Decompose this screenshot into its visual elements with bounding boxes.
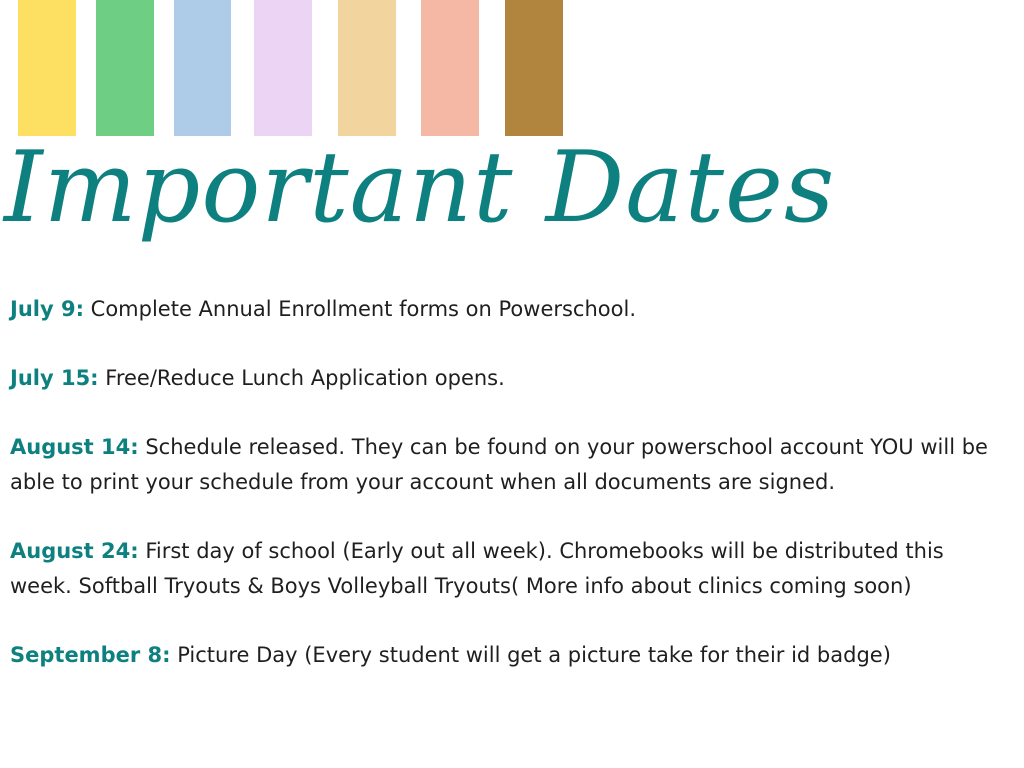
date-entry — [10, 292, 1010, 327]
page-title: Important Dates — [4, 131, 836, 245]
date-entry — [10, 534, 1010, 604]
entry-date: August 14: — [10, 435, 139, 459]
entry-text: First day of school (Early out all week). Chromebooks will be distributed this week. Softball Tryouts & Boys Volleyball Tryouts( More info about clinics coming soon) — [10, 539, 944, 598]
stripe-lavender — [254, 0, 312, 136]
entry-text: Complete Annual Enrollment forms on Powerschool. — [90, 297, 636, 321]
stripe-blue — [174, 0, 231, 136]
color-stripes — [0, 0, 1024, 136]
stripe-brown — [505, 0, 563, 136]
entry-text: Free/Reduce Lunch Application opens. — [105, 366, 505, 390]
entry-date: August 24: — [10, 539, 139, 563]
dates-list — [10, 292, 1010, 673]
entry-text: Schedule released. They can be found on your powerschool account YOU will be able to print your schedule from your account when all documents are signed. — [10, 435, 988, 494]
date-entry — [10, 430, 1010, 500]
stripe-salmon — [421, 0, 479, 136]
stripe-tan — [338, 0, 396, 136]
date-entry — [10, 361, 1010, 396]
date-entry — [10, 638, 1010, 673]
stripe-green — [96, 0, 154, 136]
entry-text: Picture Day (Every student will get a picture take for their id badge) — [177, 643, 891, 667]
stripe-yellow — [18, 0, 76, 136]
entry-date: July 9: — [10, 297, 84, 321]
entry-date: July 15: — [10, 366, 99, 390]
entry-date: September 8: — [10, 643, 171, 667]
